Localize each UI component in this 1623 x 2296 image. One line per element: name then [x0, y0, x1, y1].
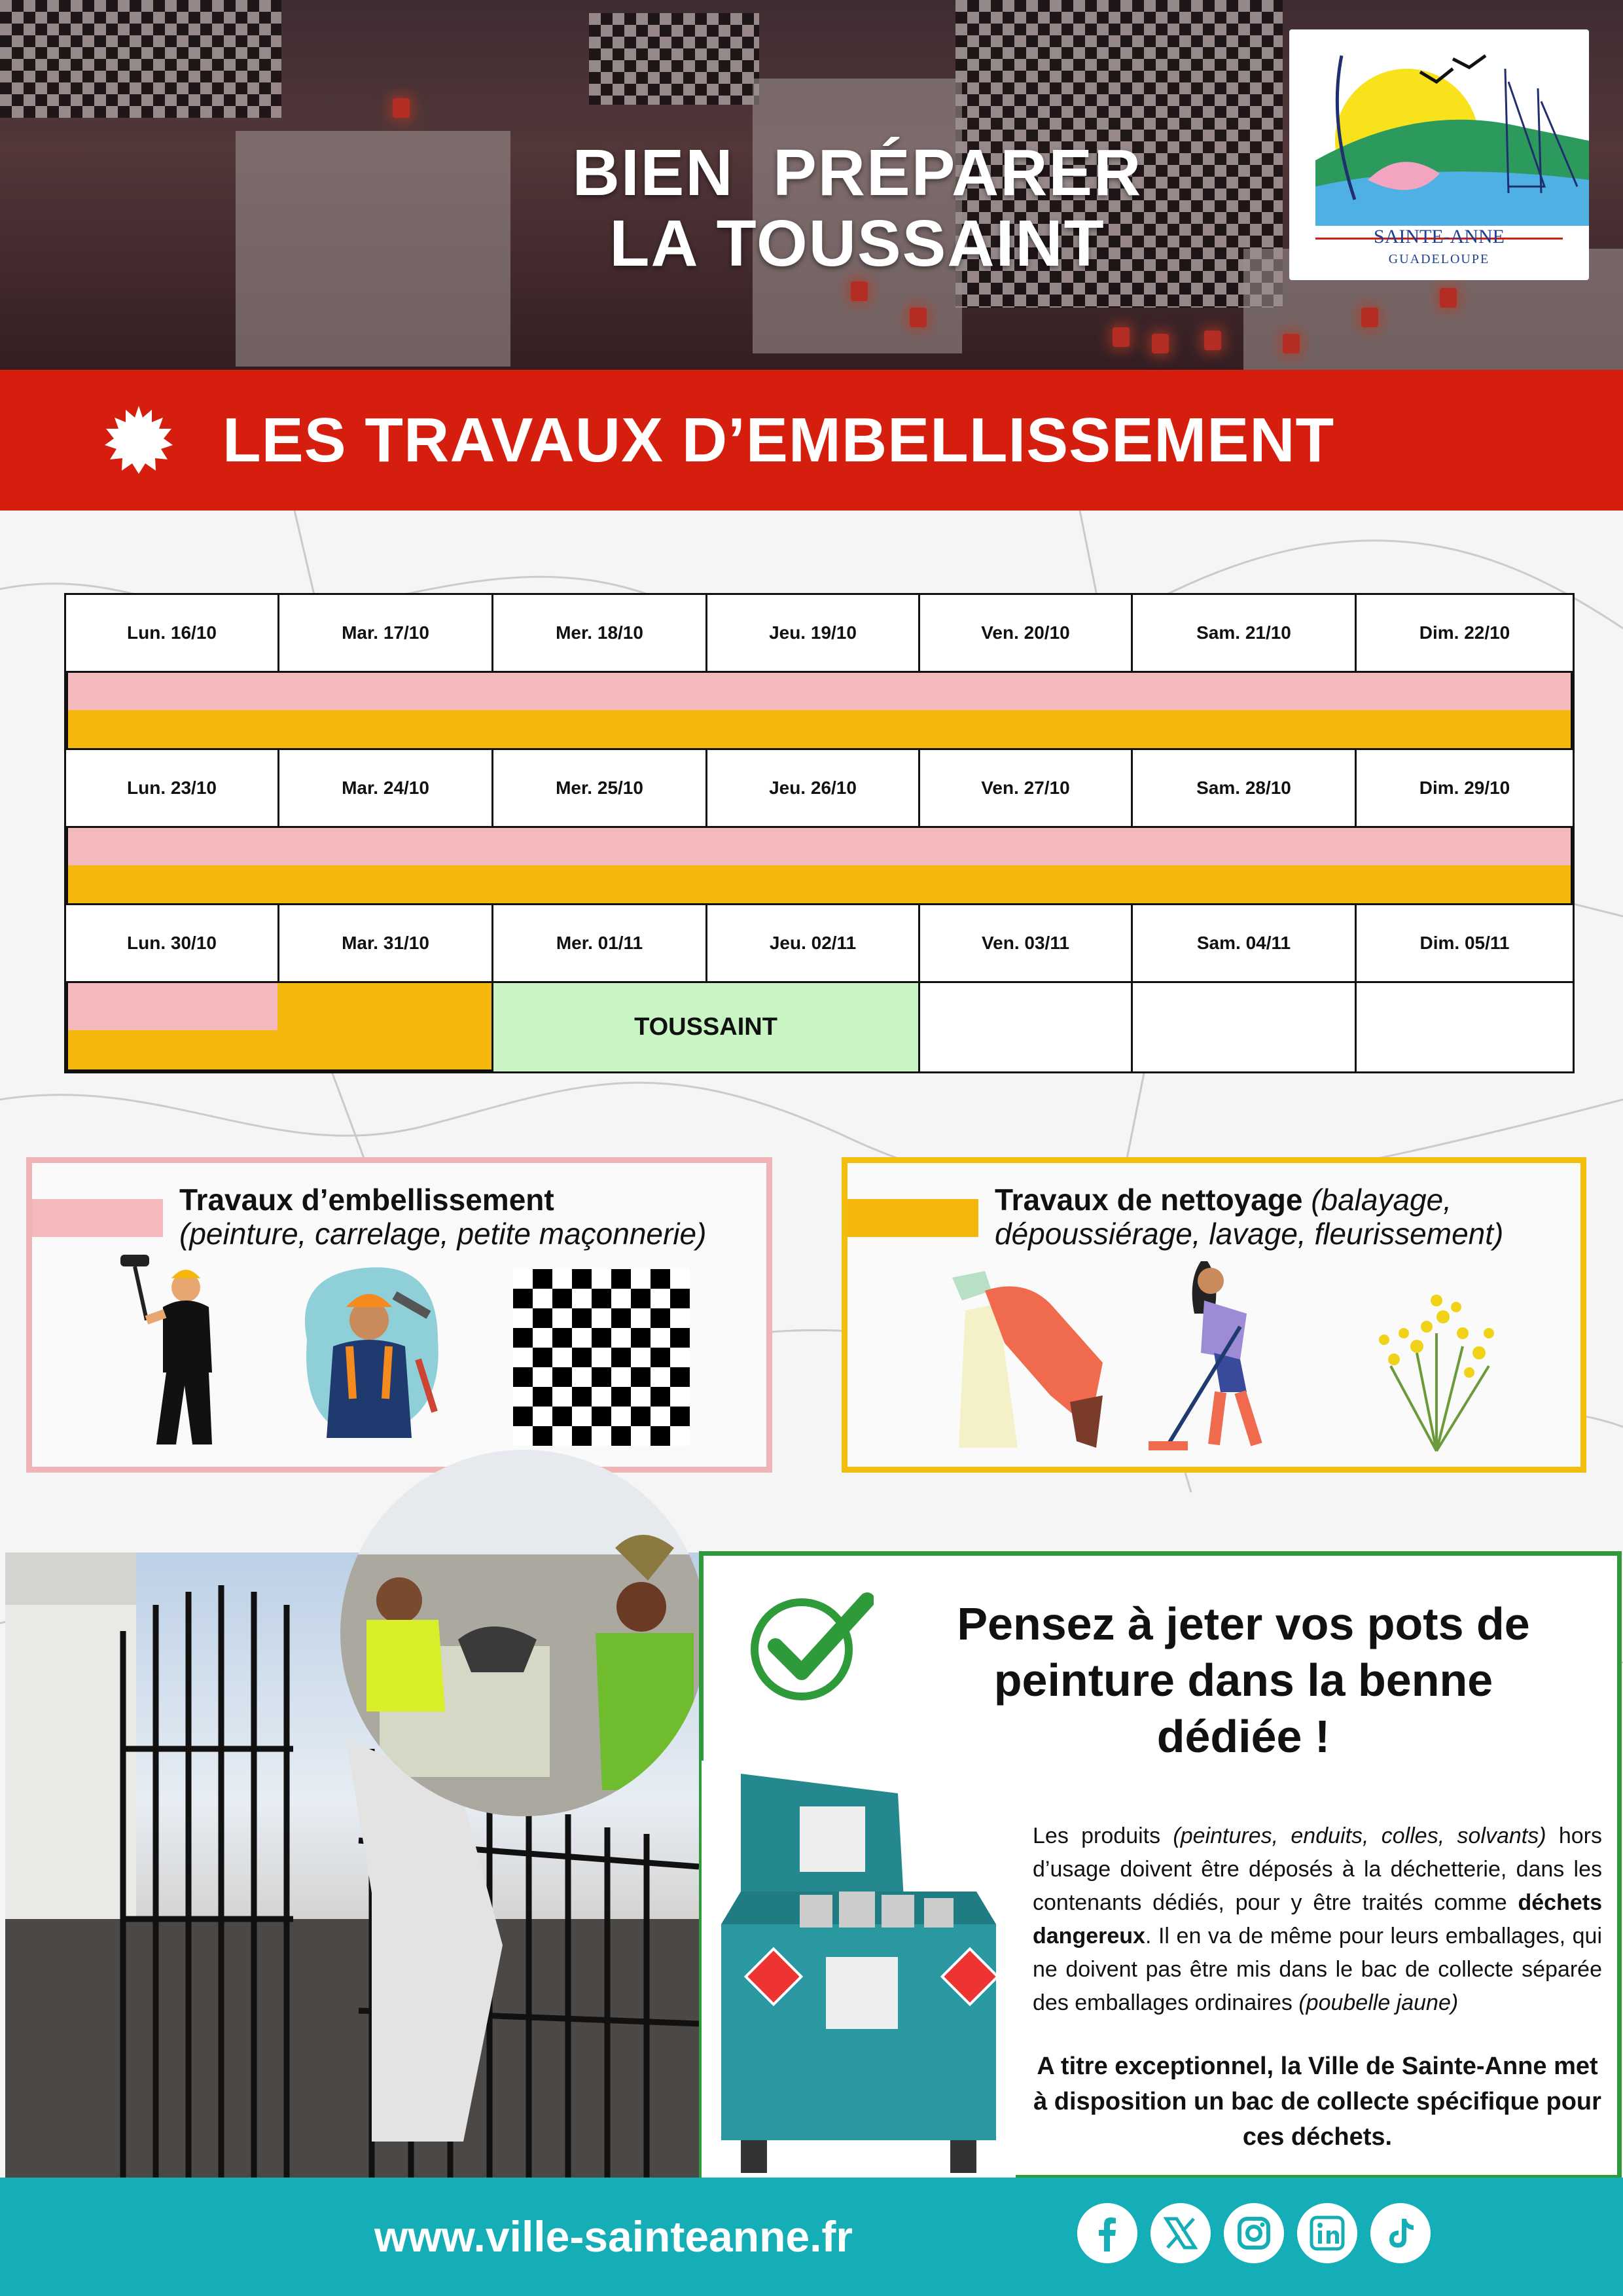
sainte-anne-logo — [1289, 29, 1589, 280]
linkedin-icon[interactable] — [1297, 2203, 1357, 2263]
tiktok-icon[interactable] — [1370, 2203, 1431, 2263]
embellissement-bar — [68, 673, 1571, 710]
checkmark-icon — [749, 1590, 874, 1702]
legend-embellissement-title: Travaux d’embellissement — [179, 1183, 554, 1217]
calendar-day: Ven. 03/11 — [918, 903, 1133, 983]
calendar-day: Ven. 20/10 — [918, 593, 1133, 673]
calendar-day: Jeu. 26/10 — [705, 748, 920, 828]
legend-nettoyage-title: Travaux de nettoyage — [995, 1183, 1303, 1217]
starburst-icon — [105, 406, 173, 474]
spray-bottle-icon — [946, 1265, 1109, 1454]
page-title — [497, 137, 1217, 279]
legend-nettoyage — [842, 1157, 1586, 1473]
paint-disposal-highlight: A titre exceptionnel, la Ville de Sainte-Anne met à disposition un bac de collecte spécifique pour ces déchets. — [1033, 2053, 1601, 2151]
calendar-day: Lun. 16/10 — [64, 593, 279, 673]
paint-disposal-text — [1033, 1820, 1602, 2020]
calendar-day: Dim. 22/10 — [1355, 593, 1575, 673]
nettoyage-bar — [68, 710, 1571, 748]
section-title: LES TRAVAUX D’EMBELLISSEMENT — [223, 405, 1335, 475]
page-title-line2: LA TOUSSAINT — [609, 207, 1105, 280]
calendar-day: Mer. 25/10 — [491, 748, 707, 828]
legend-nettoyage-text — [995, 1183, 1503, 1251]
checkerboard-tile-icon — [513, 1269, 690, 1446]
sweeping-person-icon — [1142, 1255, 1286, 1458]
calendar-day: Sam. 04/11 — [1131, 903, 1357, 983]
calendar-day: Mar. 31/10 — [277, 903, 493, 983]
nettoyage-bar — [68, 1030, 277, 1069]
x-icon[interactable] — [1150, 2203, 1211, 2263]
legend-embellissement-detail: (peinture, carrelage, petite maçonnerie) — [179, 1217, 707, 1251]
calendar-empty-cell — [918, 981, 1133, 1073]
legend-nettoyage-detail-1: (balayage, — [1311, 1183, 1452, 1217]
body-strong: déchets dangereux — [1033, 1890, 1602, 1948]
calendar-day: Mer. 01/11 — [491, 903, 707, 983]
calendar-day: Mar. 24/10 — [277, 748, 493, 828]
legend-nettoyage-detail-2: dépoussiérage, lavage, fleurissement) — [995, 1217, 1504, 1251]
body-text-1: Les produits — [1033, 1823, 1173, 1848]
body-text-2: hors d’usage doivent être déposés à la déchetterie, dans les contenants dédiés, pour y être traités comme — [1033, 1823, 1602, 1915]
calendar-day: Jeu. 02/11 — [705, 903, 920, 983]
calendar-day: Mer. 18/10 — [491, 593, 707, 673]
calendar-day: Lun. 23/10 — [64, 748, 279, 828]
embellissement-bar — [68, 983, 277, 1030]
calendar-empty-cell — [1355, 981, 1575, 1073]
calendar-day: Dim. 29/10 — [1355, 748, 1575, 828]
embellissement-bar — [68, 828, 1571, 865]
mason-icon — [294, 1261, 444, 1444]
body-products: (peintures, enduits, colles, solvants) — [1173, 1823, 1546, 1848]
nettoyage-bar — [277, 983, 493, 1069]
flower-bouquet-icon — [1364, 1255, 1508, 1458]
legend-swatch-pink — [32, 1199, 163, 1237]
facebook-icon[interactable] — [1077, 2203, 1137, 2263]
painter-icon — [107, 1248, 225, 1451]
paint-disposal-title: Pensez à jeter vos pots de peinture dans la benne dédiée ! — [957, 1598, 1530, 1762]
calendar-day: Ven. 27/10 — [918, 748, 1133, 828]
legend-embellissement — [26, 1157, 772, 1473]
calendar-day: Sam. 21/10 — [1131, 593, 1357, 673]
calendar-day: Dim. 05/11 — [1355, 903, 1575, 983]
section-banner — [0, 370, 1623, 511]
legend-swatch-yellow — [847, 1199, 978, 1237]
cleaning-team-photo — [340, 1450, 707, 1816]
calendar-empty-cell — [1131, 981, 1357, 1073]
calendar-day: Lun. 30/10 — [64, 903, 279, 983]
nettoyage-bar — [68, 865, 1571, 903]
calendar-day: Sam. 28/10 — [1131, 748, 1357, 828]
calendar-day: Mar. 17/10 — [277, 593, 493, 673]
instagram-icon[interactable] — [1224, 2203, 1284, 2263]
website-link[interactable]: www.ville-sainteanne.fr — [374, 2212, 853, 2261]
calendar-day: Jeu. 19/10 — [705, 593, 920, 673]
logo-subtitle: GUADELOUPE — [1388, 252, 1490, 266]
body-text-3: . Il en va de même pour leurs emballages, qui ne doivent pas être mis dans le bac de collecte séparée des emballages ordinaires — [1033, 1924, 1602, 2015]
body-bin: (poubelle jaune) — [1298, 1990, 1459, 2015]
legend-embellissement-text — [179, 1183, 706, 1251]
eco-peinture-bin-image — [702, 1761, 1016, 2179]
logo-name: SAINTE-ANNE — [1374, 226, 1505, 247]
toussaint-cell: TOUSSAINT — [491, 981, 920, 1073]
page-title-line1: BIEN PRÉPARER — [572, 136, 1143, 209]
